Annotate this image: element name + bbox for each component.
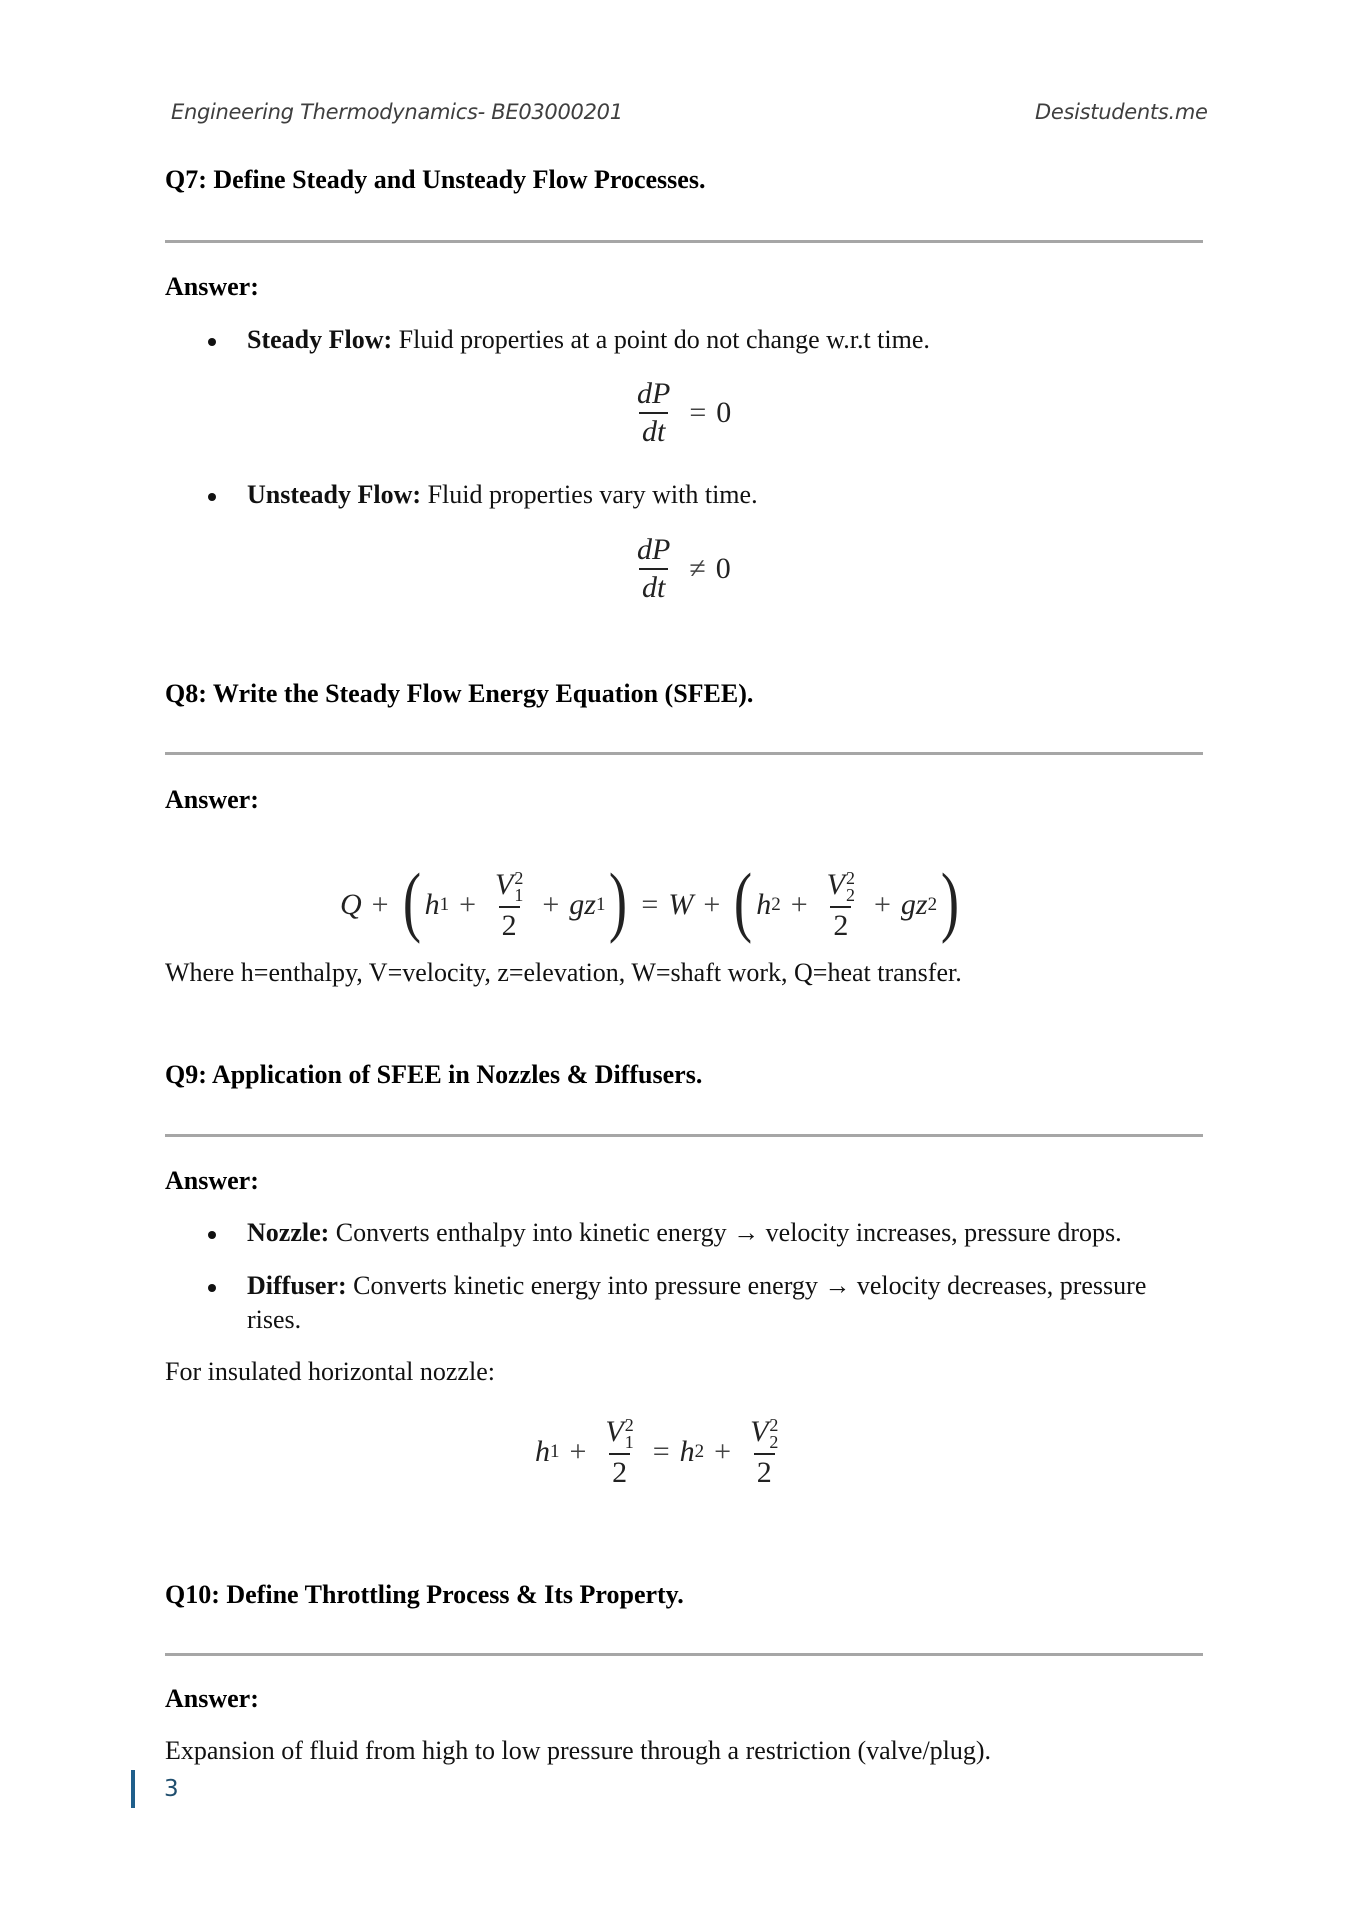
bullet-icon — [208, 1231, 216, 1239]
bullet-text: Converts enthalpy into kinetic energy → velocity increases, pressure drops. — [329, 1218, 1122, 1247]
header-course-title: Engineering Thermodynamics- BE03000201 — [171, 100, 623, 124]
answer-label: Answer: — [165, 785, 259, 814]
bullet-icon — [208, 338, 216, 346]
question-q8-title: Q8: Write the Steady Flow Energy Equation (SFEE). — [165, 679, 754, 708]
answer-label: Answer: — [165, 1684, 259, 1713]
bullet-text: Fluid properties vary with time. — [421, 480, 758, 509]
divider — [165, 1653, 1203, 1656]
bullet-text: Fluid properties at a point do not change w.r.t time. — [392, 325, 930, 354]
bullet-text: Converts kinetic energy into pressure energy → velocity decreases, pressure — [346, 1271, 1147, 1300]
divider — [165, 752, 1203, 755]
bullet-term: Diffuser: — [247, 1271, 347, 1300]
bullet-steady-flow — [247, 325, 930, 355]
header-site-name: Desistudents.me — [1035, 100, 1208, 124]
throttling-definition: Expansion of fluid from high to low pressure through a restriction (valve/plug). — [165, 1736, 992, 1765]
question-q7-title: Q7: Define Steady and Unsteady Flow Processes. — [165, 165, 706, 194]
bullet-diffuser — [247, 1271, 1146, 1301]
answer-label: Answer: — [165, 272, 259, 301]
formula-steady: $\frac{dP}{dt}$ = 0 — [637, 377, 732, 448]
bullet-term: Unsteady Flow: — [247, 480, 422, 509]
bullet-icon — [208, 493, 216, 501]
sfee-variable-legend: Where h=enthalpy, V=velocity, z=elevation, W=shaft work, Q=heat transfer. — [165, 958, 962, 987]
bullet-term: Steady Flow: — [247, 325, 393, 354]
divider — [165, 240, 1203, 243]
formula-nozzle: h 1 + V 2 1 2 = h 2 + V 2 2 2 — [535, 1415, 779, 1490]
question-q10-title: Q10: Define Throttling Process & Its Property. — [165, 1580, 684, 1609]
nozzle-note: For insulated horizontal nozzle: — [165, 1357, 495, 1386]
page-number-accent-bar — [131, 1770, 135, 1808]
bullet-diffuser-continuation: rises. — [247, 1305, 302, 1334]
question-q9-title: Q9: Application of SFEE in Nozzles & Diffusers. — [165, 1060, 703, 1089]
formula-unsteady: $\frac{dP}{dt}$ ≠ 0 — [637, 533, 731, 604]
divider — [165, 1134, 1203, 1137]
bullet-icon — [208, 1284, 216, 1292]
bullet-term: Nozzle: — [247, 1218, 330, 1247]
page-number: 3 — [164, 1776, 179, 1802]
answer-label: Answer: — [165, 1166, 259, 1195]
bullet-unsteady-flow — [247, 480, 758, 510]
bullet-nozzle — [247, 1218, 1122, 1248]
formula-sfee: Q + ( h 1 + V 2 1 2 + g z 1 ) = W + ( h 2 + V 2 2 2 + g z 2 ) — [340, 857, 960, 944]
